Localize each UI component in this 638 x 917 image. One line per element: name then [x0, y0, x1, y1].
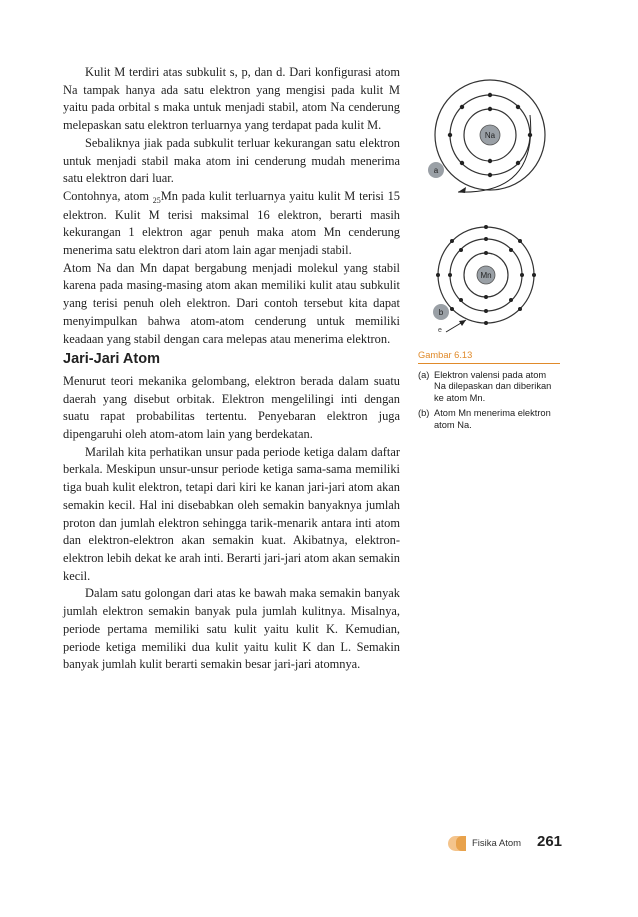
text-span: Mn pada kulit terluarnya yaitu kulit M terisi 15 elektron. Kulit M terisi maksimal 16 elektron, berarti masih kekurangan 1 elektron agar penuh maka atom Mn cenderung menerima satu elektron dari atom lain agar menjadi stabil.: [63, 188, 400, 258]
paragraph-sebaliknya: Sebaliknya jiak pada subkulit terluar kekurangan satu elektron untuk menjadi stabil maka atom ini cenderung mudah menerima satu elektron dari luar.: [63, 135, 400, 186]
label-a: a: [433, 166, 439, 175]
mn-label: Mn: [480, 271, 492, 280]
atom-diagram: [418, 60, 568, 345]
electron-label: e: [438, 327, 442, 334]
caption-text-b: Atom Mn menerima elektron atom Na.: [434, 408, 551, 430]
caption-key-b: (b): [418, 408, 430, 418]
paragraph-kulit-m: Kulit M terdiri atas subkulit s, p, dan d. Dari konfigurasi atom Na tampak hanya ada satu elektron yang mengisi pada kulit M yaitu pada orbital s maka untuk menjadi stabil, atom Na cenderung melepaskan satu elektron terluarnya yang terdapat pada kulit M.: [63, 65, 400, 133]
caption-item-b: [418, 408, 560, 431]
paragraph-na-mn: Atom Na dan Mn dapat bergabung menjadi molekul yang stabil karena pada masing-masing atom akan memiliki kulit atau subkulit yang terisi penuh oleh elektron. Dari contoh tersebut kita dapat menyimpulkan bahwa atom-atom cenderung untuk memiliki keadaan yang stabil dengan cara melepas atau menerima elektron.: [63, 260, 400, 346]
paragraph-periode-ketiga: Marilah kita perhatikan unsur pada periode ketiga dalam daftar berkala. Meskipun unsur-unsur periode ketiga sama-sama memiliki tiga buah kulit elektron, tetapi dari kiri ke kanan jari-jari atom akan semakin kecil. Hal ini disebabkan oleh semakin banyaknya jumlah proton dan jumlah elektron sehingga tarik-menarik antara inti atom dan elektron-elektron akan semakin kuat. Akibatnya, elektron-elektron lebih dekat ke arah inti. Berarti jari-jari atom akan semakin kecil.: [63, 444, 400, 583]
page-number: 261: [537, 833, 563, 850]
caption-title: Gambar 6.13: [418, 350, 560, 364]
page-footer: [440, 833, 590, 855]
paragraph-mekanika-gelombang: Menurut teori mekanika gelombang, elektron berada dalam suatu daerah yang disebut orbitak. Elektron mengelilingi inti dengan suatu rapat probabilitas tertentu. Penyebaran elektron juga dipengaruhi oleh atom-atom lain yang berdekatan.: [63, 373, 400, 442]
caption-item-a: [418, 370, 560, 405]
footer-section-label: Fisika Atom: [472, 838, 522, 849]
section-heading: Jari-Jari Atom: [63, 351, 160, 368]
main-text: [63, 64, 400, 674]
text-span: Contohnya, atom: [63, 188, 153, 203]
paragraph-contohnya: [63, 188, 400, 260]
label-b: b: [438, 308, 444, 317]
figure-caption: [418, 350, 560, 435]
na-atom: [428, 80, 545, 193]
caption-text-a: Elektron valensi pada atom Na dilepaskan dan diberikan ke atom Mn.: [434, 369, 552, 403]
mn-atom: [433, 225, 536, 334]
paragraph-golongan: Dalam satu golongan dari atas ke bawah maka semakin banyak jumlah elektron semakin banyak pula jumlah kulitnya. Misalnya, periode pertama memiliki satu kulit yaitu kulit K. Kemudian, periode ketiga memiliki dua kulit yaitu kulit K dan L. Semakin banyak jumlah kulit berarti semakin besar jari-jari atomnya.: [63, 586, 400, 672]
caption-key-a: (a): [418, 369, 430, 380]
subscript-atomic-number: 25: [152, 195, 161, 205]
na-label: Na: [484, 131, 496, 140]
footer-tab-accent-icon: [456, 836, 466, 851]
